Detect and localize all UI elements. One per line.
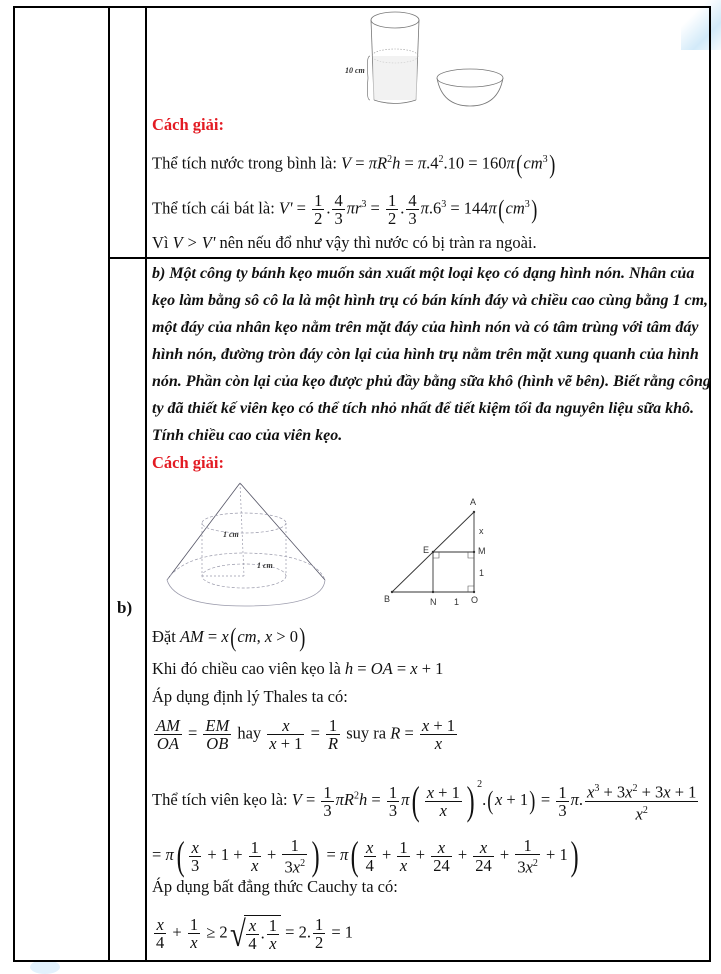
step-thales-formula: $\frac{AM}{OA}$ = $\frac{EM}{OB}$ hay $\frac{x}{x + 1}$ = $\frac{1}{R}$ suy ra R = $\frac{x + 1}{x}$ <box>156 716 456 753</box>
problem-line: Tính chiều cao của viên kẹo. <box>152 427 343 444</box>
row-label-b: b) <box>117 598 133 617</box>
watermark-decoration <box>30 960 60 974</box>
segment-label-x: x <box>479 526 484 536</box>
problem-line: một đáy của nhân kẹo nằm trên mặt đáy của hình nón và có tâm trùng với tâm đáy <box>152 319 699 336</box>
bowl-volume-line: Thể tích cái bát là: V' = $\frac{1}{2}$ . $\frac{4}{3}$ $\pi r^3$ = $\frac{1}{2}$ . $\frac{4}{3}$ $\pi.6^3 = 144\pi(cm^3)$ <box>152 191 538 228</box>
step-height: Khi đó chiều cao viên kẹo là h = OA = x + 1 <box>152 659 444 678</box>
point-label-n: N <box>430 597 437 607</box>
step-thales-heading: Áp dụng định lý Thales ta có: <box>152 687 348 706</box>
table-border-right <box>709 6 711 962</box>
cylinder-bowl-figure <box>340 8 510 108</box>
table-border-bottom <box>13 960 711 962</box>
step-volume: Thể tích viên kẹo là: V = $\frac{1}{3}$ $\pi R^2h$ = $\frac{1}{3}$ π( $\frac{x + 1}{x}$ ) $^2$.(x + 1) = $\frac{1}{3}$ π. $\frac{x^3 + 3x^2 + 3x + 1}{x^2}$ <box>152 778 697 824</box>
conclusion-line-a: Vì V > V' nên nếu đổ như vậy thì nước có bị tràn ra ngoài. <box>152 233 537 252</box>
table-border-left <box>13 6 15 962</box>
table-col-divider-1 <box>108 6 110 962</box>
water-volume-line: Thể tích nước trong bình là: $V = \pi R^2h = \pi.4^2.10 = 160\pi(cm^3)$ <box>152 149 556 179</box>
solution-heading-b: Cách giải: <box>152 453 224 472</box>
step-cauchy-formula: $\frac{x}{4}$ + $\frac{1}{x}$ ≥ 2√ $\frac{x}{4}$ . $\frac{1}{x}$ = 2. $\frac{1}{2}$ = 1 <box>156 913 354 954</box>
solution-heading-a: Cách giải: <box>152 115 224 134</box>
point-label-a: A <box>470 497 477 507</box>
problem-line: nón. Phần còn lại của kẹo được phủ đầy bằng sữa khô (hình vẽ bên). Biết rằng công <box>152 373 711 390</box>
problem-line: ty đã thiết kế viên kẹo có thể tích nhỏ nhất để tiết kiệm tối đa nguyên liệu sữa khô. <box>152 400 695 417</box>
cone-with-cylinder-figure <box>155 478 345 608</box>
water-volume-text: Thể tích nước trong bình là: <box>152 153 337 173</box>
problem-line: b) Một công ty bánh kẹo muốn sản xuất một loại kẹo có dạng hình nón. Nhân của <box>152 265 695 282</box>
step-set-am: Đặt AM = x(cm, x > 0) <box>152 623 306 652</box>
step-cauchy-heading: Áp dụng bất đẳng thức Cauchy ta có: <box>152 877 398 896</box>
table-row-divider <box>108 257 711 259</box>
problem-line: kẹo làm bằng sô cô la là một hình trụ có bán kính đáy và chiều cao cùng bằng 1 cm, <box>152 292 709 309</box>
point-label-m: M <box>478 546 486 556</box>
cone-label-bottom: 1 cm <box>257 561 273 570</box>
step-volume-expanded: = π( $\frac{x}{3}$ + 1 + $\frac{1}{x}$ + $\frac{1}{3x^2}$ ) = π( $\frac{x}{4}$ + $\frac{1}{x}$ + $\frac{x}{24}$ + $\frac{x}{24}$ + $\frac{1}{3x^2}$ + 1) <box>152 833 579 878</box>
segment-label-one-horizontal: 1 <box>454 597 460 607</box>
point-label-b: B <box>384 594 391 604</box>
point-label-e: E <box>423 545 430 555</box>
figure-label-10cm: 10 cm <box>345 66 365 75</box>
table-col-divider-2 <box>145 6 147 962</box>
segment-label-one-vertical: 1 <box>479 568 485 578</box>
watermark-decoration <box>681 0 721 50</box>
bowl-volume-text: Thể tích cái bát là: <box>152 198 275 218</box>
point-label-o: O <box>471 595 479 605</box>
cone-label-top: 1 cm <box>223 530 239 539</box>
cross-section-diagram <box>370 490 510 610</box>
water-volume-formula: V <box>341 153 352 173</box>
problem-line: hình nón, đường tròn đáy còn lại của hình trụ nằm trên mặt xung quanh của hình <box>152 346 699 363</box>
